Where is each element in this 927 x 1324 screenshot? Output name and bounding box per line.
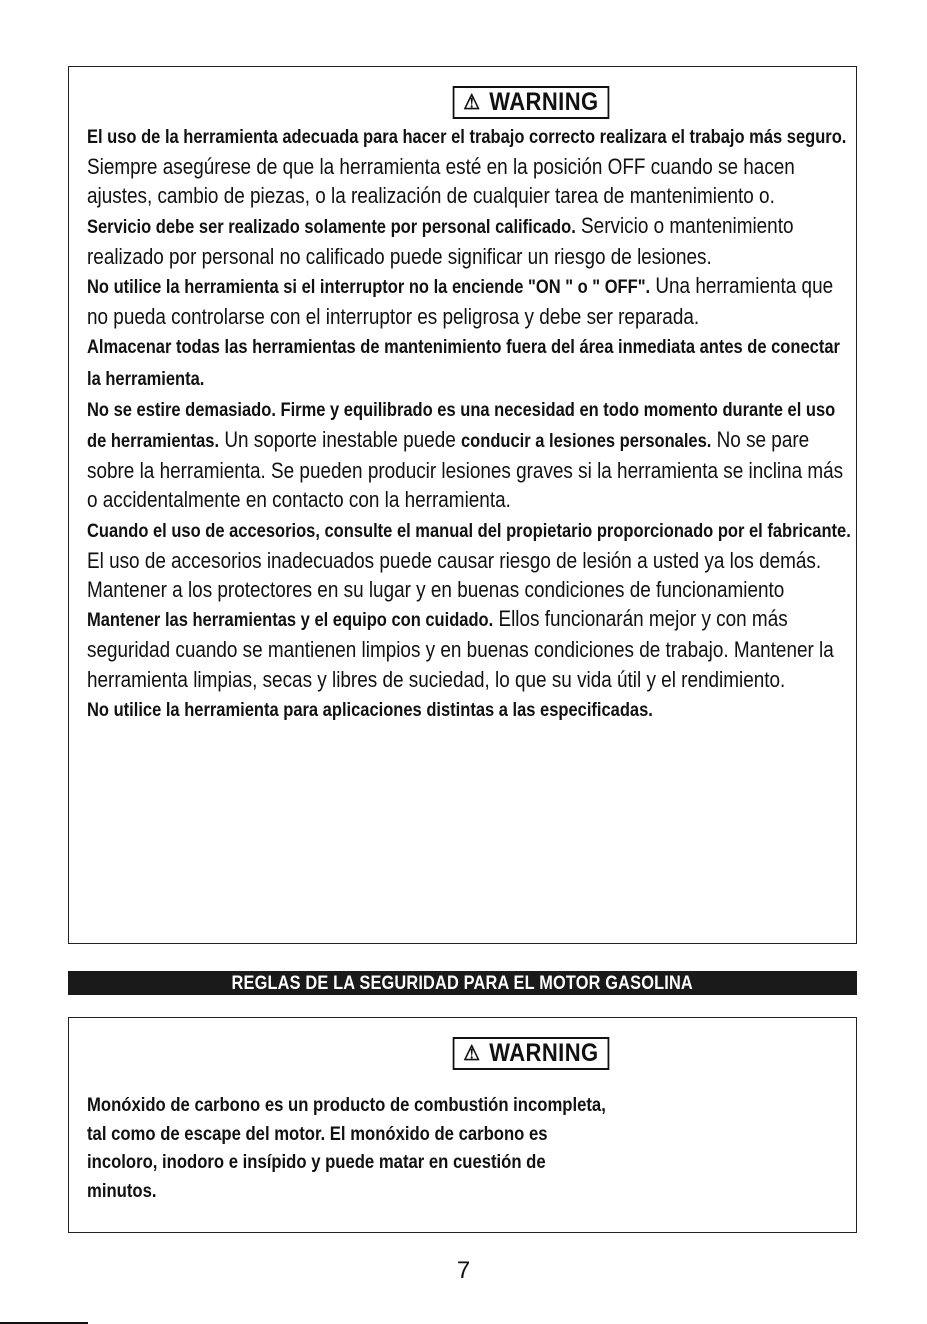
warning-label: [453, 86, 610, 119]
paragraph-overreach: No se estire demasiado. Firme y equilibrado es una necesidad en todo momento durante el uso de herramientas. Un soporte inestable puede conducir a lesiones personales. No se pare sobre la herramienta. Se pueden producir lesiones graves si la herramienta se inclina más o accidentalmente en contacto con la herramienta.: [87, 399, 844, 513]
warning-triangle-icon: ⚠: [463, 91, 481, 114]
paragraph-accessories: Cuando el uso de accesorios, consulte el manual del propietario proporcionado por el fabricante. El uso de accesorios inadecuados puede causar riesgo de lesión a usted ya los demás.: [87, 520, 851, 573]
carbon-monoxide-text: [87, 1091, 727, 1205]
warning-label: [453, 1037, 610, 1070]
co-line-2: tal como de escape del motor. El monóxido de carbono es: [87, 1122, 548, 1145]
paragraph-intended-use: No utilice la herramienta para aplicaciones distintas a las especificadas.: [87, 699, 653, 721]
warning-box-general: [68, 66, 857, 944]
warning-box-carbon-monoxide: [68, 1017, 857, 1233]
paragraph-guards: Mantener a los protectores en su lugar y en buenas condiciones de funcionamiento: [87, 577, 785, 603]
paragraph-maintain: Mantener las herramientas y el equipo con cuidado. Ellos funcionarán mejor y con más seguridad cuando se mantienen limpios y en buenas condiciones de trabajo. Mantener la herramienta limpias, secas y libres de suciedad, lo que su vida útil y el rendimiento.: [87, 606, 834, 692]
co-line-1: Monóxido de carbono es un producto de combustión incompleta,: [87, 1094, 606, 1116]
warning-content: [87, 121, 857, 725]
paragraph-switch: No utilice la herramienta si el interruptor no la enciende "ON " o " OFF". Una herramienta que no pueda controlarse con el interruptor es peligrosa y debe ser reparada.: [87, 273, 834, 330]
page-number: 7: [456, 1257, 471, 1284]
warning-triangle-icon: ⚠: [463, 1042, 481, 1065]
section-title: REGLAS DE LA SEGURIDAD PARA EL MOTOR GASOLINA: [231, 973, 694, 994]
co-line-3: incoloro, inodoro e insípido y puede matar en cuestión de: [87, 1151, 546, 1173]
paragraph-qualified-service: Servicio debe ser realizado solamente por personal calificado. Servicio o mantenimiento realizado por personal no calificado puede significar un riesgo de lesiones.: [87, 212, 794, 269]
paragraph-proper-tool: El uso de la herramienta adecuada para hacer el trabajo correcto realizara el trabajo más seguro.: [87, 127, 847, 148]
section-banner: [68, 971, 857, 995]
co-line-4: minutos.: [87, 1179, 157, 1202]
warning-text: WARNING: [489, 88, 599, 116]
warning-text: WARNING: [489, 1039, 599, 1067]
paragraph-store-tools: Almacenar todas las herramientas de mantenimiento fuera del área inmediata antes de conectar la herramienta.: [87, 337, 840, 390]
paragraph-off-position: Siempre asegúrese de que la herramienta esté en la posición OFF cuando se hacen ajustes, cambio de piezas, o la realización de cualquier tarea de mantenimiento o.: [87, 154, 795, 209]
